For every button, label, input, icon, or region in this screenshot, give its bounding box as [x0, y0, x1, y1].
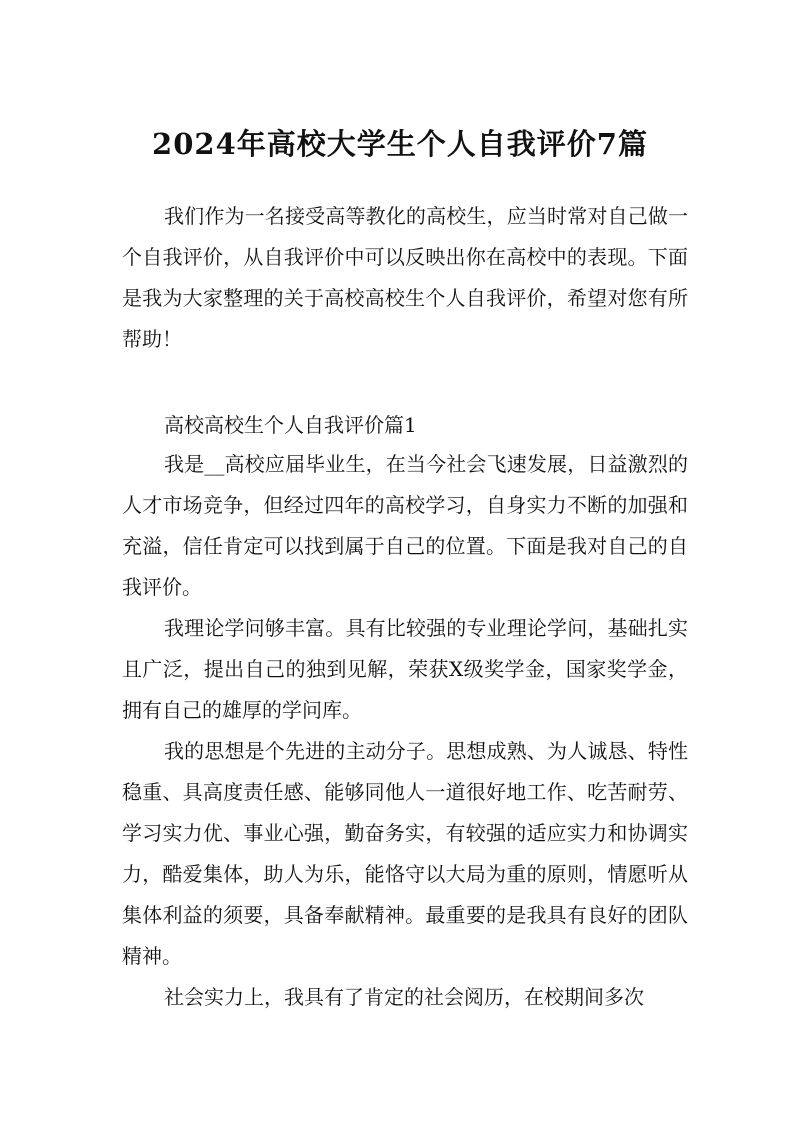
section-heading: 高校高校生个人自我评价篇1 — [164, 413, 417, 437]
document-title: 2024年高校大学生个人自我评价7篇 — [152, 127, 648, 161]
body-text — [122, 444, 688, 1018]
body-paragraph: 社会实力上，我具有了肯定的社会阅历，在校期间多次 — [164, 985, 644, 1009]
intro-paragraph: 我们作为一名接受高等教化的高校生，应当时常对自己做一个自我评价，从自我评价中可以反映出你在高校中的表现。下面是我为大家整理的关于高校高校生个人自我评价，希望对您有所帮助！ — [122, 204, 688, 351]
body-paragraph: 我理论学问够丰富。具有比较强的专业理论学问，基础扎实且广泛，提出自己的独到见解，荣获X级奖学金，国家奖学金，拥有自己的雄厚的学问库。 — [122, 616, 688, 722]
body-paragraph: 我的思想是个先进的主动分子。思想成熟、为人诚恳、特性稳重、具高度责任感、能够同他人一道很好地工作、吃苦耐劳、学习实力优、事业心强，勤奋务实，有较强的适应实力和协调实力，酷爱集体，助人为乐，能恪守以大局为重的原则，情愿听从集体利益的须要，具备奉献精神。最重要的是我具有良好的团队精神。 — [122, 739, 688, 968]
body-paragraph: 我是__高校应届毕业生，在当今社会飞速发展，日益激烈的人才市场竞争，但经过四年的高校学习，自身实力不断的加强和充溢，信任肯定可以找到属于自己的位置。下面是我对自己的自我评价。 — [122, 452, 688, 599]
